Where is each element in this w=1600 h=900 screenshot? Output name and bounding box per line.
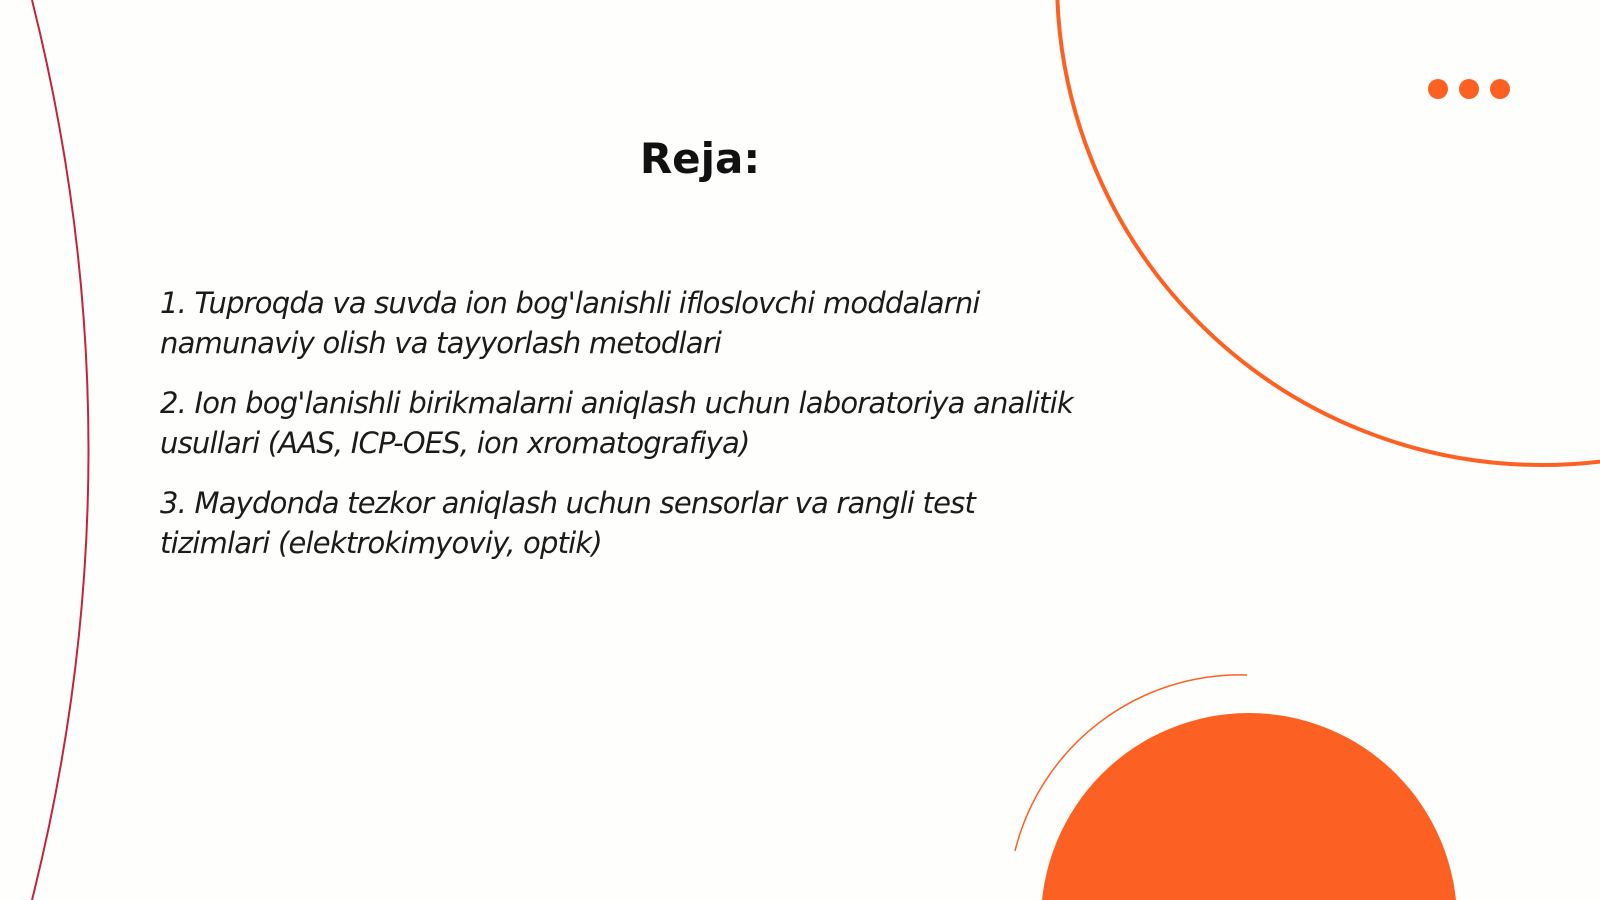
plan-item: 2. Ion bog'lanishli birikmalarni aniqlash uchun laboratoriya analitik usullari (AAS, ICP-OES, ion xromatografiya) (160, 386, 1073, 460)
plan-item: 3. Maydonda tezkor aniqlash uchun sensorlar va rangli test tizimlari (elektrokimyoviy, optik) (160, 486, 976, 560)
top-right-circle-outline (1057, 0, 1600, 465)
plan-list (160, 283, 1080, 583)
slide-title: Reja: (639, 134, 761, 183)
bottom-right-filled-circle (1041, 713, 1457, 900)
ellipsis-dots-icon (1428, 79, 1510, 99)
left-arc-decoration (32, 0, 89, 900)
plan-item: 1. Tuproqda va suvda ion bog'lanishli ifloslovchi moddalarni namunaviy olish va tayyorlash metodlari (160, 286, 980, 360)
